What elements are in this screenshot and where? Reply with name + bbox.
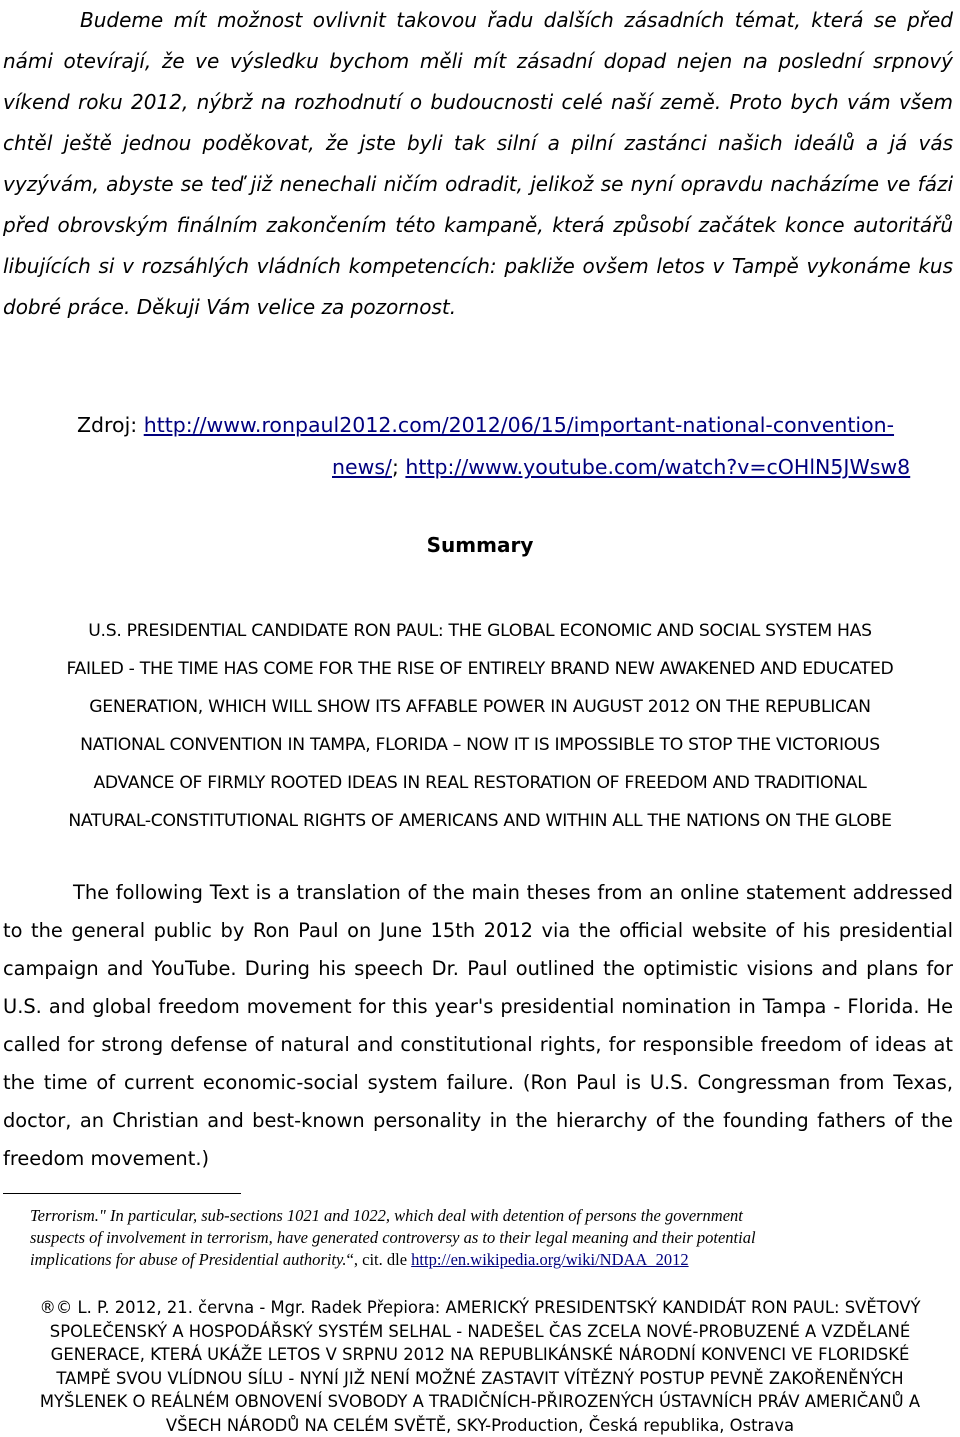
- wikipedia-link[interactable]: http://en.wikipedia.org/wiki/NDAA_2012: [411, 1250, 689, 1269]
- czech-paragraph: [3, 0, 953, 328]
- translation-line: campaign and YouTube. During his speech Dr. Paul outlined the optimistic visions and plans for: [3, 957, 953, 980]
- czech-line: nyní opravdu nacházíme ve fázi před obrovským finálním zakončením této kampaně,: [3, 172, 953, 237]
- footnote-citation: “, cit. dle: [346, 1250, 412, 1269]
- copyright-line: TAMPĚ SVOU VLÍDNOU SÍLU - NYNÍ JIŽ NENÍ MOŽNÉ ZASTAVIT VÍTĚZNÝ POSTUP PEVNĚ ZAKOŘENĚNÝCH: [56, 1368, 904, 1388]
- summary-title-line: NATIONAL CONVENTION IN TAMPA, FLORIDA – NOW IT IS IMPOSSIBLE TO STOP THE VICTORIOUS: [80, 735, 880, 755]
- summary-title-line: ADVANCE OF FIRMLY ROOTED IDEAS IN REAL RESTORATION OF FREEDOM AND TRADITIONAL: [93, 773, 867, 793]
- translation-line: to the general public by Ron Paul on June 15th 2012 via the official website of his presidential: [3, 919, 953, 942]
- translation-line: the time of current economic-social system failure. (Ron Paul is U.S. Congressman from Texas,: [3, 1071, 953, 1094]
- copyright-footer: [0, 1296, 960, 1437]
- footnote: [30, 1205, 930, 1271]
- translation-line: doctor, an Christian and best-known personality in the hierarchy of the founding fathers of the: [3, 1109, 953, 1132]
- copyright-line: GENERACE, KTERÁ UKÁŽE LETOS V SRPNU 2012 NA REPUBLIKÁNSKÉ NÁRODNÍ KONVENCI VE FLORIDSKÉ: [50, 1345, 910, 1364]
- footnote-line: suspects of involvement in terrorism, have generated controversy as to their legal meaning and their potential: [30, 1228, 756, 1247]
- czech-line: která způsobí začátek konce autoritářů libujících si v rozsáhlých vládních kompetencích:: [3, 213, 953, 278]
- copyright-line: ®© L. P. 2012, 21. června - Mgr. Radek Přepiora: AMERICKÝ PRESIDENTSKÝ KANDIDÁT RON PAUL: SVĚTOVÝ: [39, 1298, 921, 1317]
- source-line-1: [77, 404, 894, 446]
- youtube-link[interactable]: http://www.youtube.com/watch?v=cOHlN5JWsw8: [405, 455, 911, 479]
- translation-line: The following Text is a translation of the main theses from an online statement addressed: [73, 881, 953, 904]
- footnote-line: [30, 1249, 930, 1271]
- source-line-2: [332, 446, 910, 488]
- copyright-line: VŠECH NÁRODŮ NA CELÉM SVĚTĚ, SKY-Production, Česká republika, Ostrava: [165, 1415, 795, 1435]
- copyright-line: SPOLEČENSKÝ A HOSPODÁŘSKÝ SYSTÉM SELHAL - NADEŠEL ČAS ZCELA NOVÉ-PROBUZENÉ A VZDĚLANÉ: [49, 1321, 911, 1341]
- summary-title-line: FAILED - THE TIME HAS COME FOR THE RISE OF ENTIRELY BRAND NEW AWAKENED AND EDUCATED: [66, 659, 894, 679]
- czech-line: Budeme mít možnost ovlivnit takovou řadu dalších zásadních témat, která se: [80, 8, 897, 32]
- footnote-line: Terrorism." In particular, sub-sections 1021 and 1022, which deal with detention of persons the government: [30, 1206, 743, 1225]
- copyright-line: MYŠLENEK O REÁLNÉM OBNOVENÍ SVOBODY A TRADIČNÍCH-PŘIROZENÝCH ÚSTAVNÍCH PRÁV AMERIČANŮ A: [39, 1392, 921, 1411]
- czech-line: před námi otevírají, že ve výsledku bychom měli mít zásadní dopad nejen na poslední: [3, 8, 953, 73]
- footnote-italic-text: implications for abuse of Presidential authority.: [30, 1250, 347, 1269]
- czech-line: pakliže ovšem letos v Tampě vykonáme kus dobré práce. Děkuji Vám velice za: [3, 254, 953, 319]
- czech-line: našich ideálů a já vás vyzývám, abyste se teď již nenechali ničím odradit, jelikož se: [3, 131, 953, 196]
- czech-line: pozornost.: [350, 295, 457, 319]
- czech-line: srpnový víkend roku 2012, nýbrž na rozhodnutí o budoucnosti celé naší země. Proto: [3, 49, 953, 114]
- translation-line: freedom movement.): [3, 1147, 210, 1170]
- czech-line: bych vám všem chtěl ještě jednou poděkovat, že jste byli tak silní a pilní zastánci: [3, 90, 953, 155]
- translation-line: called for strong defense of natural and constitutional rights, for responsible freedom of ideas at: [3, 1033, 953, 1056]
- source-separator: ;: [391, 455, 399, 479]
- summary-title-line: GENERATION, WHICH WILL SHOW ITS AFFABLE POWER IN AUGUST 2012 ON THE REPUBLICAN: [89, 697, 871, 717]
- translation-line: U.S. and global freedom movement for this year's presidential nomination in Tampa - Florida. He: [3, 995, 953, 1018]
- ronpaul-link-continuation[interactable]: news/: [332, 455, 392, 479]
- summary-title: [0, 612, 960, 840]
- summary-title-line: NATURAL-CONSTITUTIONAL RIGHTS OF AMERICANS AND WITHIN ALL THE NATIONS ON THE GLOBE: [68, 811, 892, 831]
- summary-title-line: U.S. PRESIDENTIAL CANDIDATE RON PAUL: THE GLOBAL ECONOMIC AND SOCIAL SYSTEM HAS: [88, 621, 872, 641]
- translation-paragraph: [3, 874, 953, 1178]
- ronpaul-link[interactable]: http://www.ronpaul2012.com/2012/06/15/important-national-convention-: [143, 413, 895, 437]
- summary-heading: Summary: [426, 533, 534, 557]
- footnote-separator: [3, 1193, 241, 1194]
- source-label: Zdroj:: [77, 413, 138, 437]
